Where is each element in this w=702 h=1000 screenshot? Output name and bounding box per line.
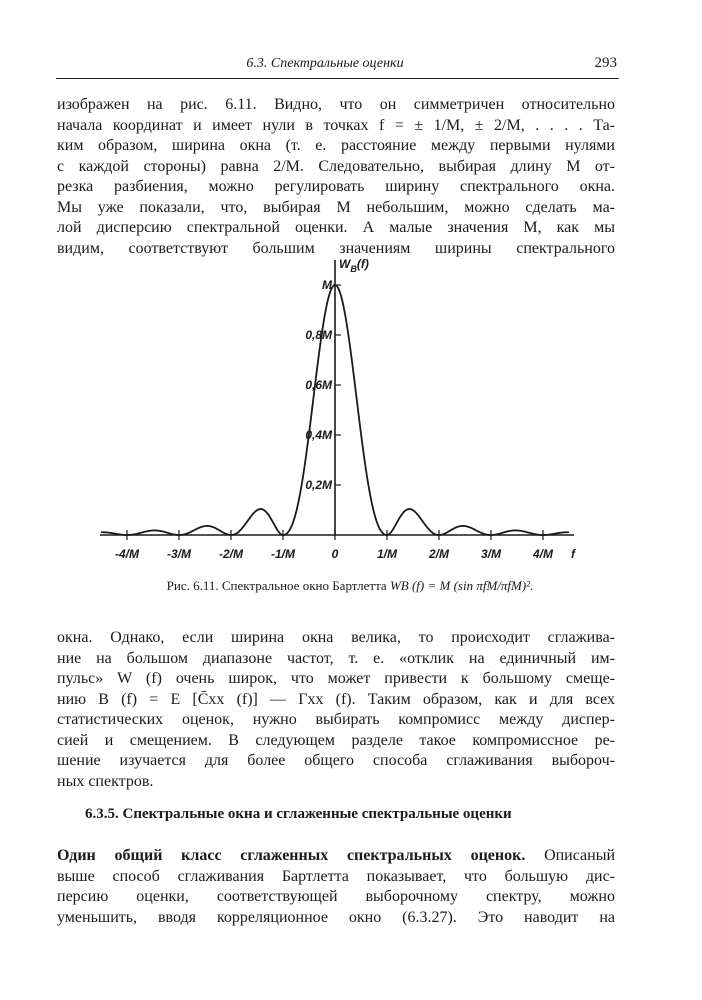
paragraph-2 [57, 628, 615, 792]
text-line: ние на большом диапазоне частот, т. е. «отклик на единичный им- [57, 649, 615, 667]
text-line: выше способ сглаживания Бартлетта показывает, что большую дис- [57, 867, 615, 885]
paragraph-3 [57, 846, 615, 928]
text-line: шение изучается для более общего способа сглаживания выбороч- [57, 752, 615, 769]
text-line: видим, соответствуют большим значениям ширины спектрального [57, 239, 615, 257]
text-line: Мы уже показали, что, выбирая M небольшим, можно сделать ма- [57, 198, 615, 216]
y-tick-label: 0,4M [305, 428, 332, 442]
x-tick-label: 2/M [428, 547, 450, 561]
text-line [57, 846, 615, 867]
x-tick-label: -1/M [271, 547, 295, 561]
section-heading: 6.3.5. Спектральные окна и сглаженные спектральные оценки [85, 806, 512, 822]
caption-prefix: Рис. 6.11. Спектральное окно Бартлетта [166, 578, 387, 593]
y-tick-label: 0,2M [305, 478, 332, 492]
text-line: начала координат и имеет нули в точках f = ± 1/M, ± 2/M, . . . . Та- [57, 116, 615, 134]
figure-caption [90, 578, 610, 594]
running-header: 6.3. Спектральные оценки [246, 56, 404, 71]
text-line: уменьшить, вводя корреляционное окно (6.3.27). Это наводит на [57, 908, 615, 926]
text-line: нию B (f) = E [C̄xx (f)] — Γxx (f). Таким образом, как и для всех [57, 690, 615, 708]
header-rule [56, 78, 619, 79]
text-line: лой дисперсию спектральной оценки. А малые значения M, как мы [57, 219, 615, 236]
x-tick-label: -3/M [167, 547, 191, 561]
y-tick-label: M [322, 278, 332, 292]
text-line: изображен на рис. 6.11. Видно, что он симметричен относительно [57, 96, 615, 113]
text-line: сией и смещением. В следующем разделе такое компромиссное ре- [57, 731, 615, 749]
text-line: ных спектров. [57, 772, 154, 790]
y-tick-label: 0,8M [305, 328, 332, 342]
x-tick-label: 3/M [480, 547, 502, 561]
x-tick-label: 0 [331, 547, 339, 561]
paragraph-lead: Один общий класс сглаженных спектральных оценок. [57, 847, 526, 864]
x-axis-label: f [571, 547, 575, 561]
text-line: пульс» W (f) очень широк, что может привести к большому смеще- [57, 670, 615, 687]
text-line: персию оценки, соответствующей выборочному спектру, можно [57, 888, 615, 905]
caption-formula: WB (f) = M (sin πfM/πfM)². [389, 578, 534, 593]
text-line: с каждой стороны) равна 2/M. Следовательно, выбирая длину M от- [57, 157, 615, 175]
text-line: ким образом, ширина окна (т. е. расстояние между первыми нулями [57, 137, 615, 154]
text-line: окна. Однако, если ширина окна велика, то происходит сглажива- [57, 629, 615, 646]
bartlett-window-figure [100, 250, 580, 580]
x-tick-label: 4/M [532, 547, 554, 561]
x-tick-label: -4/M [115, 547, 139, 561]
paragraph-lead-rest: Описаный [544, 847, 616, 864]
paragraph-1 [57, 95, 615, 259]
x-tick-label: -2/M [219, 547, 243, 561]
bartlett-window-chart [100, 250, 580, 580]
y-axis-label: $W_B(f)$ [339, 257, 369, 274]
y-tick-label: 0,6M [305, 378, 332, 392]
page-number: 293 [594, 55, 617, 71]
x-tick-label: 1/M [376, 547, 398, 561]
text-line: резка разбиения, можно регулировать ширину спектрального окна. [57, 178, 615, 195]
text-line: статистических оценок, нужно выбирать компромисс между диспер- [57, 711, 615, 728]
